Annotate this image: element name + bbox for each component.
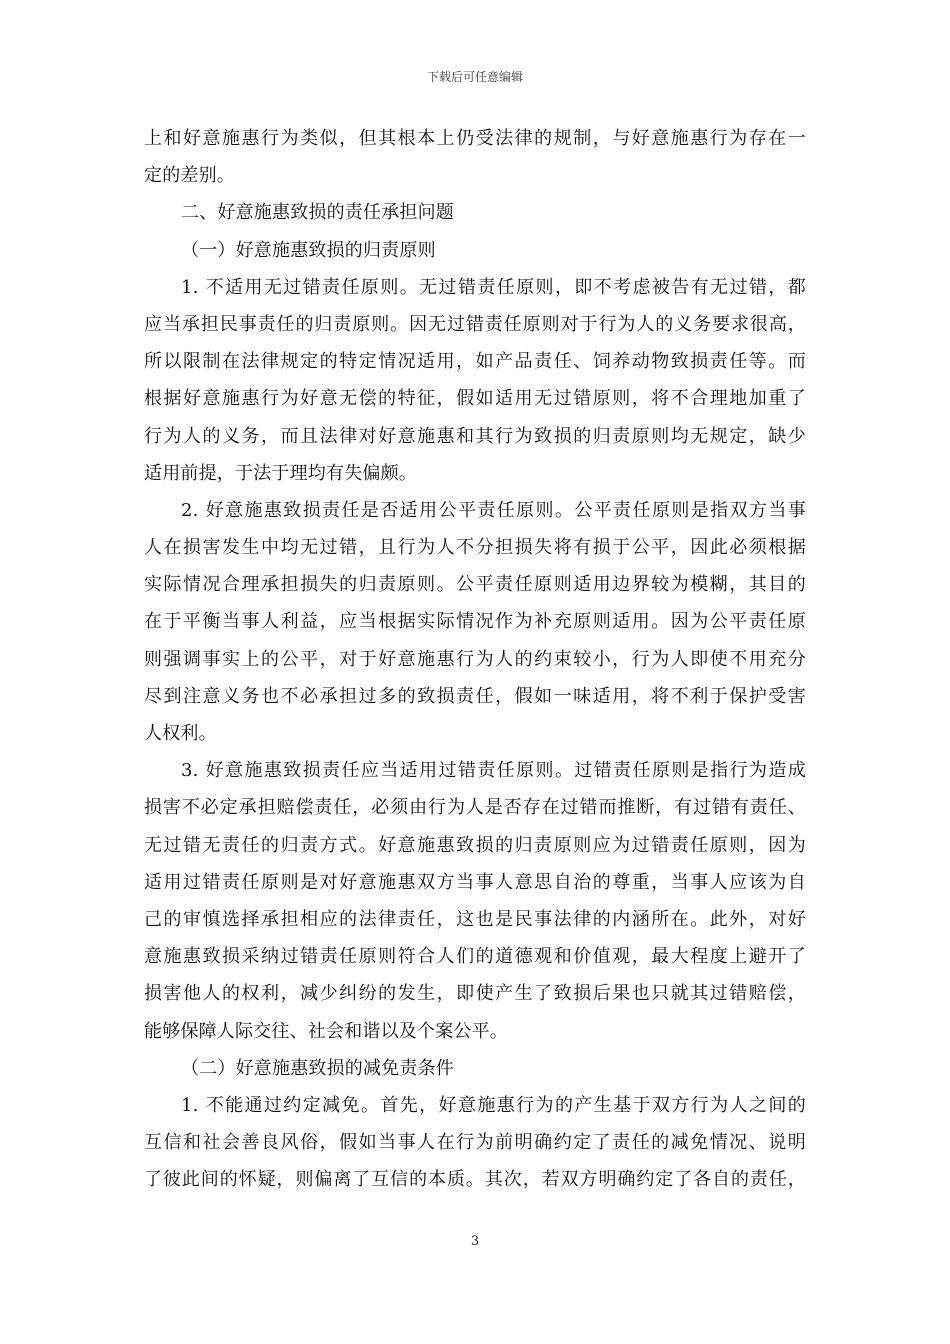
text-line: 人权利。 <box>144 723 217 744</box>
text-line: 则强调事实上的公平，对于好意施惠行为人的约束较小，行为人即使不用充分 <box>144 648 806 670</box>
text-line: 在于平衡当事人利益，应当根据实际情况作为补充原则适用。因为公平责任原 <box>144 611 806 633</box>
text-line: 互信和社会善良风俗，假如当事人在行为前明确约定了责任的减免情况、说明 <box>144 1132 806 1154</box>
document-body <box>144 120 806 1198</box>
text-line: 适用前提，于法于理均有失偏颇。 <box>144 462 417 484</box>
section-heading: 二、好意施惠致损的责任承担问题 <box>181 202 454 224</box>
page-number: 3 <box>470 1234 480 1249</box>
text-line: 了彼此间的怀疑，则偏离了互信的本质。其次，若双方明确约定了各自的责任， <box>144 1169 806 1191</box>
text-line: 3. 好意施惠致损责任应当适用过错责任原则。过错责任原则是指行为造成 <box>181 760 806 782</box>
text-line: 定的差别。 <box>144 165 235 187</box>
text-line: 上和好意施惠行为类似，但其根本上仍受法律的规制，与好意施惠行为存在一 <box>144 128 806 149</box>
text-line: 损害他人的权利，减少纠纷的发生，即使产生了致损后果也只就其过错赔偿， <box>144 983 806 1005</box>
text-line: 根据好意施惠行为好意无偿的特征，假如适用无过错原则，将不合理地加重了 <box>144 388 806 410</box>
subsection-heading: （一）好意施惠致损的归责原则 <box>181 239 436 261</box>
text-line: 1. 不适用无过错责任原则。无过错责任原则，即不考虑被告有无过错，都 <box>181 276 806 298</box>
text-line: 人在损害发生中均无过错，且行为人不分担损失将有损于公平，因此必须根据 <box>144 537 806 559</box>
text-line: 适用过错责任原则是对好意施惠双方当事人意思自治的尊重，当事人应该为自 <box>144 871 806 893</box>
text-line: 2. 好意施惠致损责任是否适用公平责任原则。公平责任原则是指双方当事 <box>181 499 806 521</box>
text-line: 行为人的义务，而且法律对好意施惠和其行为致损的归责原则均无规定，缺少 <box>144 425 806 447</box>
text-line: 无过错无责任的归责方式。好意施惠致损的归责原则应为过错责任原则，因为 <box>144 834 806 856</box>
text-line: 己的审慎选择承担相应的法律责任，这也是民事法律的内涵所在。此外，对好 <box>144 908 806 930</box>
text-line: 所以限制在法律规定的特定情况适用，如产品责任、饲养动物致损责任等。而 <box>144 351 806 373</box>
text-line: 能够保障人际交往、社会和谐以及个案公平。 <box>144 1020 508 1042</box>
text-line: 尽到注意义务也不必承担过多的致损责任，假如一味适用，将不利于保护受害 <box>144 685 806 707</box>
text-line: 意施惠致损采纳过错责任原则符合人们的道德观和价值观，最大程度上避开了 <box>144 946 806 968</box>
subsection-heading: （二）好意施惠致损的减免责条件 <box>181 1057 454 1079</box>
text-line: 实际情况合理承担损失的归责原则。公平责任原则适用边界较为模糊，其目的 <box>144 574 806 596</box>
text-line: 1. 不能通过约定减免。首先，好意施惠行为的产生基于双方行为人之间的 <box>181 1094 806 1116</box>
page-header-note: 下载后可任意编辑 <box>426 70 523 84</box>
text-line: 应当承担民事责任的归责原则。因无过错责任原则对于行为人的义务要求很高， <box>144 313 806 335</box>
text-line: 损害不必定承担赔偿责任，必须由行为人是否存在过错而推断，有过错有责任、 <box>144 797 806 819</box>
